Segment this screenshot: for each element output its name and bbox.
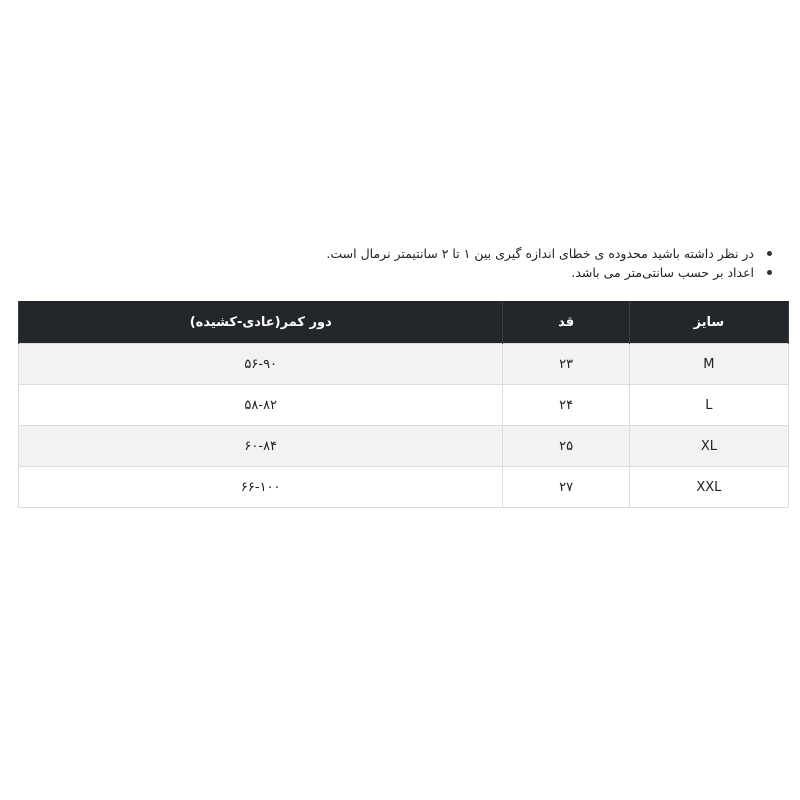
- table-row: [19, 344, 789, 385]
- bullet-icon: [767, 270, 772, 275]
- note-item: [214, 245, 774, 262]
- header-waist: دور کمر(عادی-کشیده): [19, 301, 503, 344]
- size-table: [18, 301, 789, 508]
- table-row: [19, 385, 789, 426]
- bullet-icon: [767, 251, 772, 256]
- cell-size: M: [629, 344, 788, 385]
- header-size: سایز: [629, 301, 788, 344]
- notes-list: [214, 245, 774, 283]
- note-text: در نظر داشته باشید محدوده ی خطای اندازه گیری بین ۱ تا ۲ سانتیمتر نرمال است.: [326, 246, 754, 261]
- cell-waist: ۶۰-۸۴: [19, 426, 503, 467]
- note-text: اعداد بر حسب سانتی‌متر می باشد.: [571, 265, 754, 280]
- cell-height: ۲۴: [503, 385, 629, 426]
- table-row: [19, 467, 789, 508]
- cell-size: L: [629, 385, 788, 426]
- cell-size: XL: [629, 426, 788, 467]
- note-item: [214, 264, 774, 281]
- table-header-row: [19, 301, 789, 344]
- header-height: قد: [503, 301, 629, 344]
- cell-height: ۲۵: [503, 426, 629, 467]
- cell-height: ۲۳: [503, 344, 629, 385]
- table-row: [19, 426, 789, 467]
- cell-waist: ۵۶-۹۰: [19, 344, 503, 385]
- cell-waist: ۶۶-۱۰۰: [19, 467, 503, 508]
- cell-waist: ۵۸-۸۲: [19, 385, 503, 426]
- cell-size: XXL: [629, 467, 788, 508]
- cell-height: ۲۷: [503, 467, 629, 508]
